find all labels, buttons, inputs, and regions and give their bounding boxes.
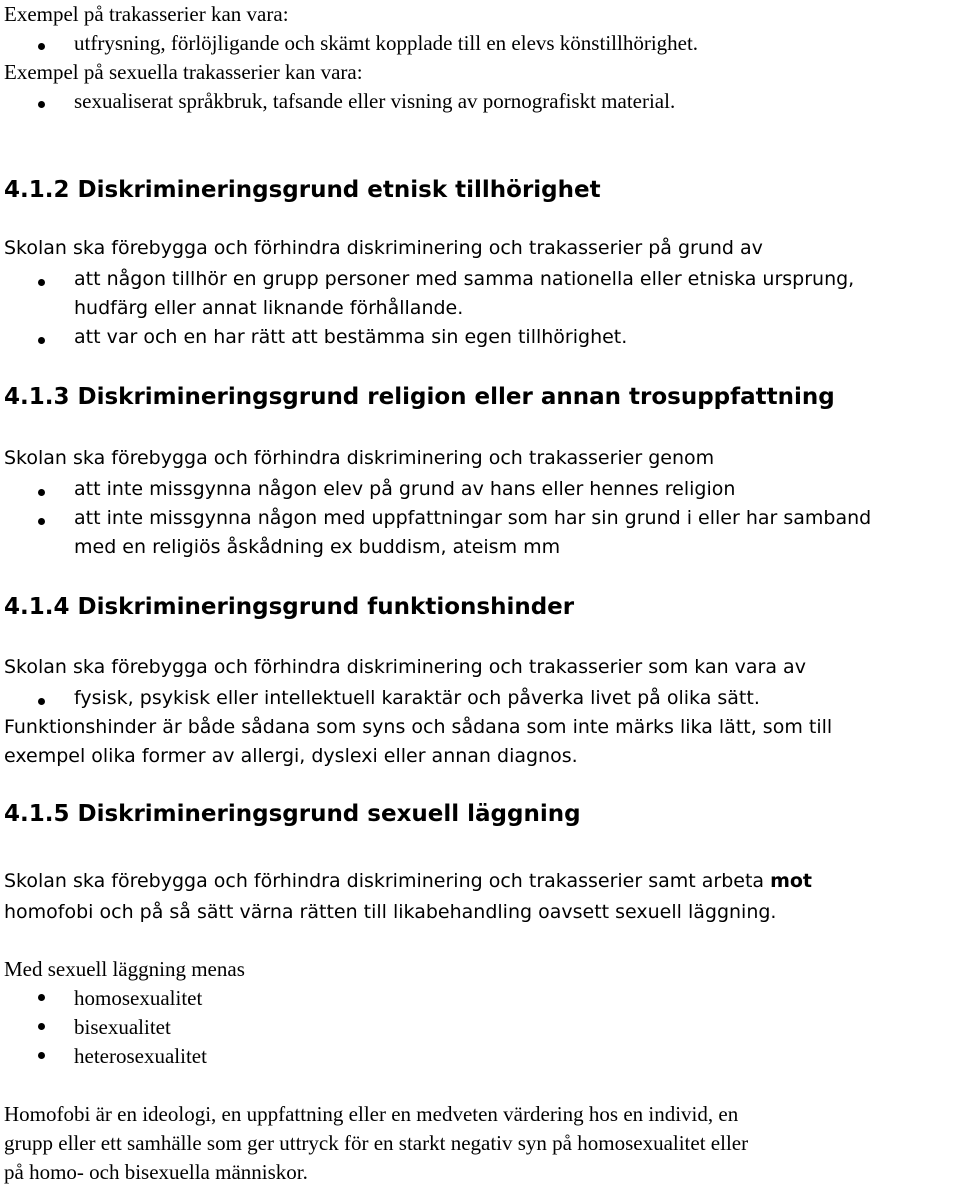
section-heading-414: 4.1.4 Diskrimineringsgrund funktionshinder [4, 594, 575, 620]
bullet-icon [38, 279, 45, 286]
bullet-icon [38, 489, 45, 496]
section-heading-415: 4.1.5 Diskrimineringsgrund sexuell läggning [4, 801, 581, 827]
section-414-text-line-2: exempel olika former av allergi, dyslexi eller annan diagnos. [4, 745, 578, 767]
section-heading-413: 4.1.3 Diskrimineringsgrund religion eller annan trosuppfattning [4, 384, 835, 410]
bullet-icon [38, 101, 45, 108]
section-413-item-2-line-1: att inte missgynna någon med uppfattningar som har sin grund i eller har samband [74, 507, 872, 529]
section-413-lead: Skolan ska förebygga och förhindra diskriminering och trakasserier genom [4, 447, 715, 469]
section-412-item-1-line-1: att någon tillhör en grupp personer med samma nationella eller etniska ursprung, [74, 268, 855, 290]
bullet-icon [38, 518, 45, 525]
section-412-item-1-line-2: hudfärg eller annat liknande förhållande. [74, 297, 464, 319]
list-item-heterosexualitet: heterosexualitet [74, 1044, 207, 1068]
list-item-bisexualitet: bisexualitet [74, 1015, 171, 1039]
section-414-item-1: fysisk, psykisk eller intellektuell karaktär och påverka livet på olika sätt. [74, 687, 760, 709]
section-413-item-1: att inte missgynna någon elev på grund av hans eller hennes religion [74, 478, 736, 500]
trakasserier-example-item: utfrysning, förlöjligande och skämt kopplade till en elevs könstillhörighet. [74, 31, 699, 55]
homofobi-text-line-3: på homo- och bisexuella människor. [4, 1160, 308, 1184]
list-item-homosexualitet: homosexualitet [74, 986, 203, 1010]
sexuella-trakasserier-item: sexualiserat språkbruk, tafsande eller visning av pornografiskt material. [74, 89, 676, 113]
bullet-icon [38, 337, 45, 344]
section-415-lead-line-2: homofobi och på så sätt värna rätten till likabehandling oavsett sexuell läggning. [4, 901, 777, 923]
trakasserier-example-label: Exempel på trakasserier kan vara: [4, 2, 289, 26]
bullet-icon [38, 994, 45, 1001]
bullet-icon [38, 43, 45, 50]
sexuell-laggning-label: Med sexuell läggning menas [4, 957, 245, 981]
section-413-item-2-line-2: med en religiös åskådning ex buddism, ateism mm [74, 536, 561, 558]
section-415-lead-bold: mot [770, 870, 813, 892]
bullet-icon [38, 1052, 45, 1059]
section-415-lead-text: Skolan ska förebygga och förhindra diskriminering och trakasserier samt arbeta [4, 870, 771, 892]
section-414-lead: Skolan ska förebygga och förhindra diskriminering och trakasserier som kan vara av [4, 656, 806, 678]
section-412-lead: Skolan ska förebygga och förhindra diskriminering och trakasserier på grund av [4, 237, 763, 259]
bullet-icon [38, 698, 45, 705]
sexuella-trakasserier-label: Exempel på sexuella trakasserier kan vara: [4, 60, 363, 84]
section-412-item-2: att var och en har rätt att bestämma sin egen tillhörighet. [74, 326, 628, 348]
section-415-lead-line-1 [4, 867, 812, 896]
homofobi-text-line-1: Homofobi är en ideologi, en uppfattning eller en medveten värdering hos en individ, en [4, 1102, 739, 1126]
homofobi-text-line-2: grupp eller ett samhälle som ger uttryck för en starkt negativ syn på homosexualitet eller [4, 1131, 749, 1155]
section-414-text-line-1: Funktionshinder är både sådana som syns och sådana som inte märks lika lätt, som till [4, 716, 833, 738]
bullet-icon [38, 1023, 45, 1030]
section-heading-412: 4.1.2 Diskrimineringsgrund etnisk tillhörighet [4, 177, 601, 203]
